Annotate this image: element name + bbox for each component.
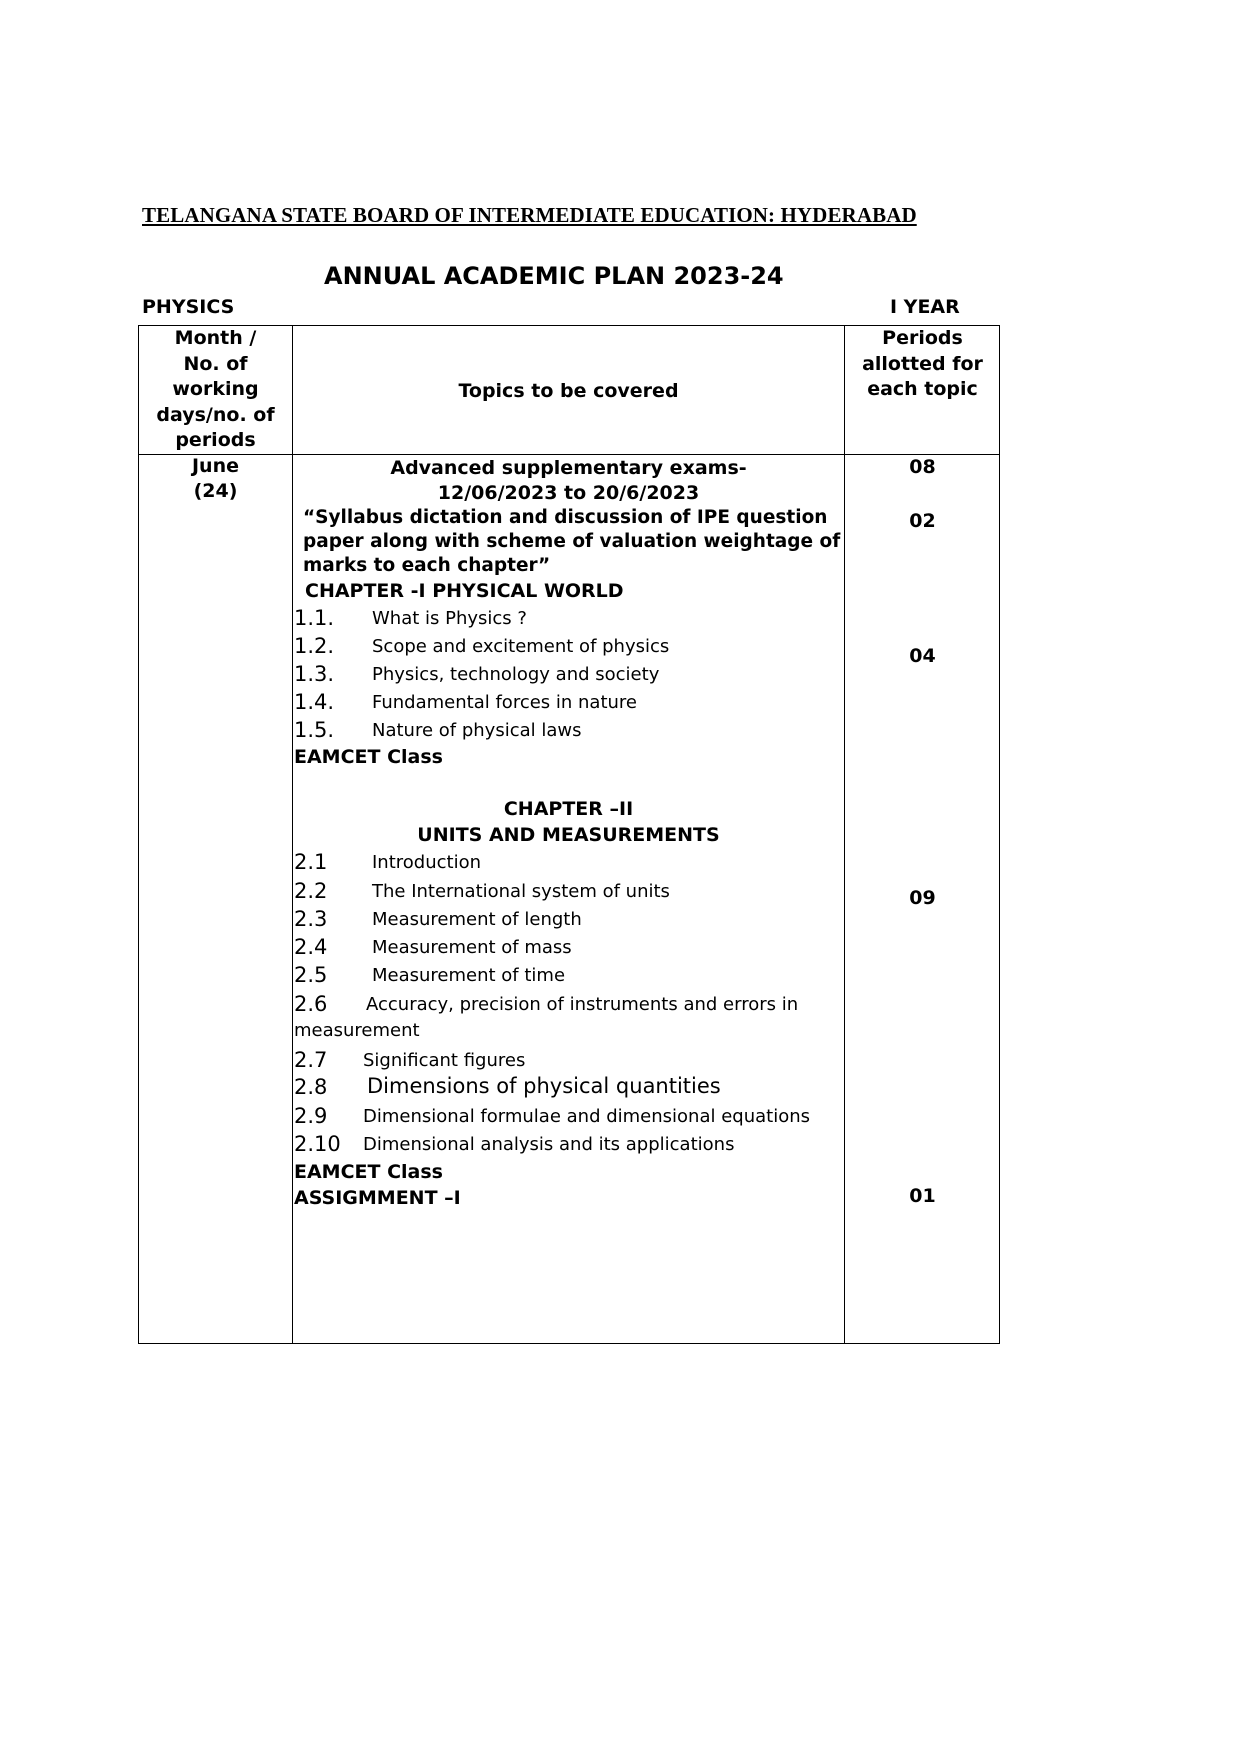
chapter1-title: CHAPTER -I PHYSICAL WORLD [305,580,624,602]
topic-number: 2.10 [294,1132,341,1156]
supp-exams-dates: 12/06/2023 to 20/6/2023 [437,482,700,504]
topic-text: Measurement of mass [372,937,572,958]
topic-number: 1.5. [294,718,335,742]
header-month-line: working [172,378,259,400]
header-month-line: Month / [174,327,257,349]
header-month-line: periods [175,429,256,451]
year-label: I YEAR [890,296,960,318]
topic-text: Significant figures [363,1050,526,1071]
syllabus-line: paper along with scheme of valuation weightage of [303,531,841,552]
topic-number: 1.3. [294,662,335,686]
topic-text: Dimensional formulae and dimensional equations [363,1106,811,1127]
eamcet-class-2: EAMCET Class [294,1161,443,1183]
topic-text: Physics, technology and society [372,664,660,685]
header-periods-line: each topic [867,378,978,400]
topic-text: Nature of physical laws [372,720,582,741]
header-month-line: No. of [183,352,248,375]
subject-label: PHYSICS [142,296,235,318]
topic-text: Measurement of length [372,909,582,930]
month-name: June [191,455,239,477]
header-periods-line: Periods [882,327,963,349]
eamcet-class-1: EAMCET Class [294,746,443,768]
topic-number: 1.2. [294,634,335,658]
academic-plan-table [138,325,1000,1344]
working-days: (24) [193,480,238,502]
header-topics-column: Topics to be covered [458,380,679,402]
topic-number: 2.6 [294,992,328,1016]
topic-text: Dimensional analysis and its applications [363,1134,735,1155]
period-value: 02 [909,510,936,532]
topic-number: 2.7 [294,1048,328,1072]
syllabus-line: “Syllabus dictation and discussion of IPE question [303,507,828,528]
topic-number: 2.3 [294,907,328,931]
supplementary-exams [293,456,844,506]
topic-text: Scope and excitement of physics [372,636,670,657]
topic-text: Dimensions of physical quantities [367,1074,721,1098]
header-month-line: days/no. of [156,403,275,426]
plan-title: ANNUAL ACADEMIC PLAN 2023-24 [324,262,784,290]
period-value: 04 [909,645,936,667]
topic-text: Measurement of time [372,965,566,986]
chapter2-subtitle: UNITS AND MEASUREMENTS [417,824,720,846]
topic-number: 2.8 [294,1075,328,1099]
topic-text: Accuracy, precision of instruments and errors in [366,994,799,1015]
topic-number: 2.2 [294,879,328,903]
supp-exams-line: Advanced supplementary exams- [390,457,747,479]
syllabus-dictation [303,506,840,578]
topic-text: What is Physics ? [372,608,527,629]
topic-text: The International system of units [372,881,670,902]
topic-number: 1.4. [294,690,335,714]
board-title: TELANGANA STATE BOARD OF INTERMEDIATE EDUCATION: HYDERABAD [142,203,917,227]
chapter2-heading [293,796,844,848]
period-value: 08 [909,456,936,478]
chapter2-title: CHAPTER –II [503,798,634,820]
period-value: 09 [909,887,936,909]
syllabus-line: marks to each chapter” [303,555,551,576]
assignment: ASSIGMMENT –I [294,1187,461,1209]
topic-number: 1.1. [294,606,335,630]
header-month-column [139,326,292,454]
topic-number: 2.1 [294,850,328,874]
header-periods-column [845,326,1000,403]
period-value: 01 [909,1185,936,1207]
topic-text: Introduction [372,852,482,873]
topic-text: measurement [294,1020,420,1041]
topic-text: Fundamental forces in nature [372,692,638,713]
topic-number: 2.4 [294,935,328,959]
header-periods-line: allotted for [862,352,983,375]
month-cell [139,454,292,504]
topic-number: 2.5 [294,963,328,987]
topic-number: 2.9 [294,1104,328,1128]
